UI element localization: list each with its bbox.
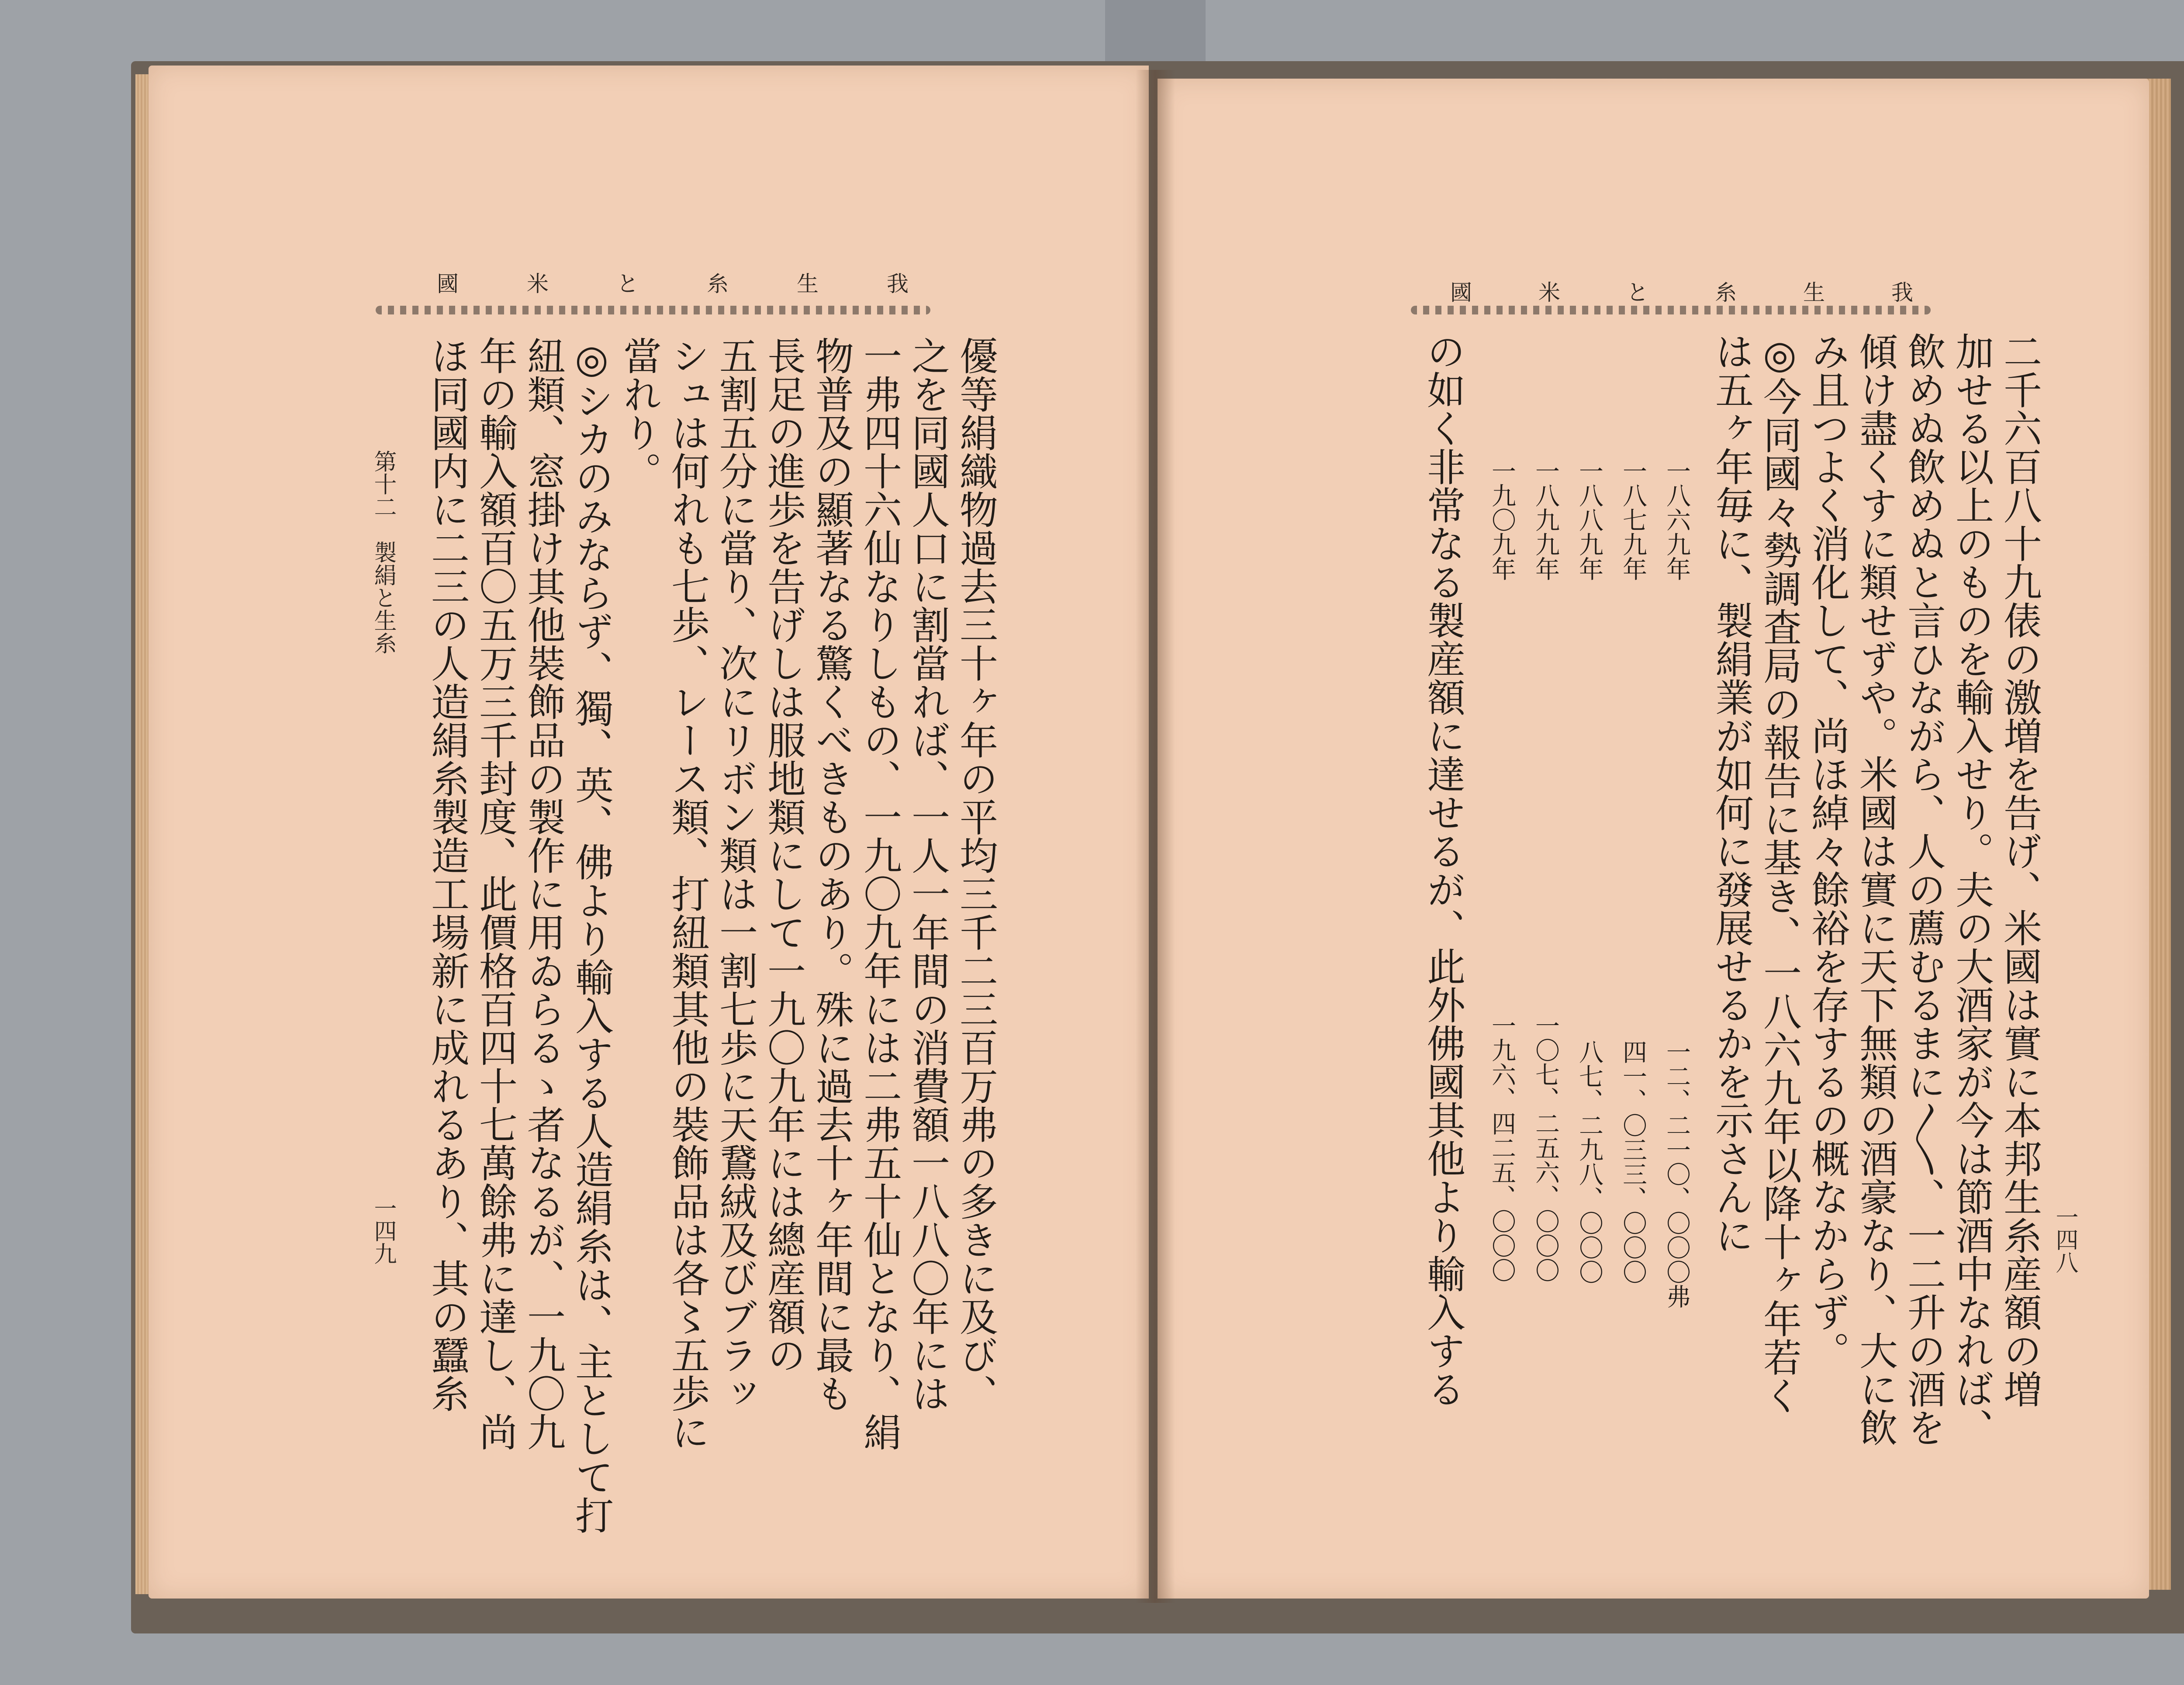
left-running-header: [437, 266, 909, 298]
table-year: 一八六九年: [1662, 459, 1691, 581]
text-column: ◎シカのみならず、獨、英、佛より輸入する人造絹糸は、主として打: [569, 336, 614, 1534]
right-page: [1158, 79, 2149, 1599]
table-year: 一八七九年: [1619, 459, 1647, 581]
text-column: 優等絹織物過去三十ヶ年の平均三千二三百万弗の多きに及び、: [954, 336, 999, 1412]
header-char: 我: [1891, 280, 1913, 305]
table-amount: 八七、二九八、〇〇〇: [1575, 1039, 1603, 1284]
header-char: 糸: [1715, 280, 1737, 305]
table-year: 一九〇九年: [1488, 459, 1516, 581]
text-column: 飲めぬ飲めぬと言ひながら、人の薦むるまに〳〵、一二升の酒を: [1901, 332, 1946, 1447]
header-char: 米: [527, 271, 549, 297]
header-char: 生: [797, 271, 819, 297]
header-rule: [1411, 306, 1931, 314]
text-column: は五ヶ年毎に、製絹業が如何に發展せるかを示さんに: [1709, 332, 1754, 1254]
right-running-header: [1450, 275, 1913, 307]
header-char: と: [617, 271, 639, 297]
header-char: 國: [437, 271, 459, 297]
text-column: 年の輸入額百〇五万三千封度、此價格百四十七萬餘弗に達し、尚: [473, 336, 518, 1451]
text-column: み且つよく消化して、尚ほ綽々餘裕を存するの概なからず。: [1805, 332, 1850, 1370]
text-column: の如く非常なる製産額に達せるが、此外佛國其他より輸入する: [1421, 332, 1466, 1408]
text-column: ほ同國内に二三の人造絹糸製造工場新に成れるあり、其の蠶糸: [425, 336, 470, 1412]
table-amount: 四一、〇三三、〇〇〇: [1619, 1039, 1647, 1284]
page-number: 一四九: [370, 1197, 396, 1265]
text-column: 五割五分に當り、次にリボン類は一割七歩に天鵞絨及びブラッ: [713, 336, 758, 1412]
header-rule: [376, 306, 930, 314]
table-year: 一八八九年: [1575, 459, 1603, 581]
table-amount: 一九六、四二五、〇〇〇: [1488, 1013, 1516, 1282]
text-column: 當れり。: [617, 336, 662, 490]
text-column: 物普及の顯著なる驚くべきものあり。殊に過去十ヶ年間に最も: [809, 336, 854, 1412]
page-number: 一四八: [2052, 1205, 2078, 1274]
chapter-footer: 第十二 製絹と生糸: [370, 450, 396, 654]
text-column: 傾け盡くすに類せずや。米國は實に天下無類の酒豪なり、大に飲: [1853, 332, 1898, 1447]
left-page: [149, 66, 1149, 1599]
table-amount: 一〇七、二五六、〇〇〇: [1531, 1013, 1560, 1282]
header-char: 國: [1450, 280, 1472, 305]
header-char: 米: [1538, 280, 1560, 305]
text-column: 長足の進歩を告げしは服地類にして一九〇九年には總産額の: [761, 336, 806, 1374]
text-column: ◎今同國々勢調査局の報告に基き、一八六九年以降十ヶ年若く: [1757, 332, 1802, 1415]
text-column: 之を同國人口に割當れば、一人一年間の消費額一八八〇年には: [905, 336, 950, 1412]
header-char: 生: [1803, 280, 1825, 305]
table-amount: 一二、二一〇、〇〇〇弗: [1662, 1039, 1691, 1309]
table-year: 一八九九年: [1531, 459, 1560, 581]
header-char: 糸: [707, 271, 729, 297]
book-gutter: [1136, 70, 1175, 1603]
text-column: シュは何れも七歩、レース類、打紐類其他の裝飾品は各〻五歩に: [665, 336, 710, 1451]
text-column: 加せる以上のものを輸入せり。夫の大酒家が今は節酒中なれば、: [1949, 332, 1994, 1447]
header-char: と: [1627, 280, 1648, 305]
text-column: 一弗四十六仙なりしもの、一九〇九年には二弗五十仙となり、絹: [857, 336, 902, 1451]
text-column: 紐類、窓掛け其他裝飾品の製作に用ゐらるゝ者なるが、一九〇九: [521, 336, 566, 1451]
header-char: 我: [887, 271, 909, 297]
text-column: 二千六百八十九俵の激増を告げ、米國は實に本邦生糸産額の増: [1997, 332, 2042, 1408]
